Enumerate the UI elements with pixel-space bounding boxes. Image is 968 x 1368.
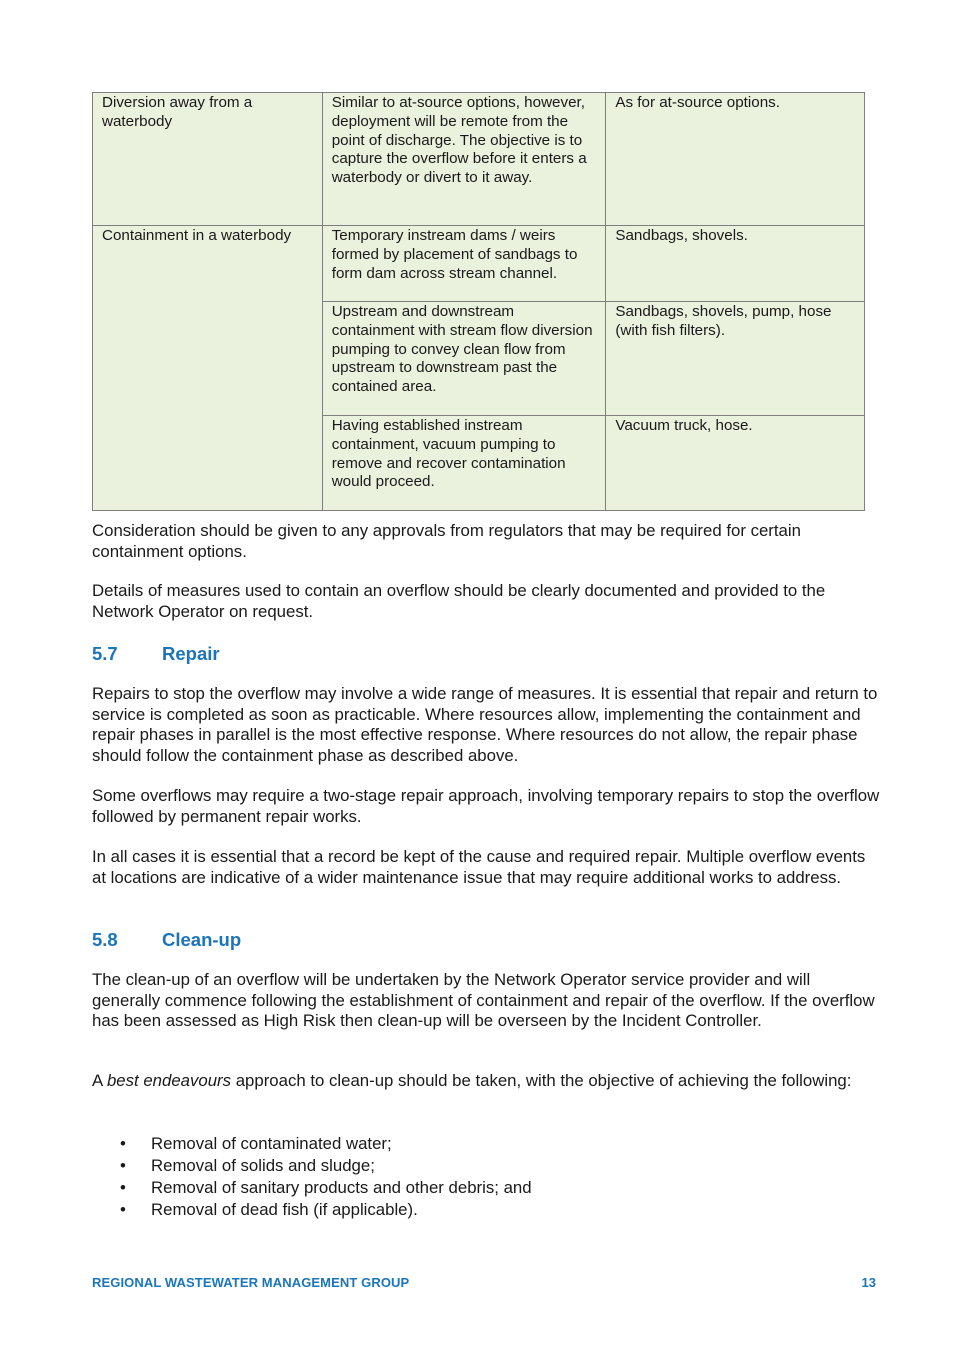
list-item xyxy=(92,1177,532,1199)
list-item-text: Removal of contaminated water; xyxy=(151,1134,392,1153)
cleanup-text-rest: approach to clean-up should be taken, with the objective of achieving the following: xyxy=(231,1071,852,1090)
list-item xyxy=(92,1199,532,1221)
bullet-icon: • xyxy=(120,1200,126,1219)
list-item-text: Removal of solids and sludge; xyxy=(151,1156,375,1175)
section-number: 5.7 xyxy=(92,643,118,664)
section-title: Clean-up xyxy=(162,929,242,950)
cleanup-paragraph-2 xyxy=(92,1071,882,1092)
cleanup-paragraph-1: The clean-up of an overflow will be undertaken by the Network Operator service provider and will generally commence following the establishment of containment and repair of the overflow. If the overflow has been assessed as High Risk then clean-up will be overseen by the Incident Controller. xyxy=(92,970,875,1030)
method-cell: Diversion away from a waterbody xyxy=(93,93,323,226)
description-cell: Temporary instream dams / weirs formed by placement of sandbags to form dam across stream channel. xyxy=(322,226,606,302)
section-title: Repair xyxy=(162,643,220,664)
containment-options-table xyxy=(92,92,865,511)
equipment-cell: Sandbags, shovels. xyxy=(606,226,865,302)
emphasis-text: best endeavours xyxy=(106,1071,232,1090)
repair-paragraph-2: Some overflows may require a two-stage repair approach, involving temporary repairs to stop the overflow followed by permanent repair works. xyxy=(92,786,880,826)
table-row xyxy=(93,226,865,302)
footer-organization: REGIONAL WASTEWATER MANAGEMENT GROUP xyxy=(92,1275,410,1290)
repair-paragraph-3: In all cases it is essential that a record be kept of the cause and required repair. Multiple overflow events at locations are indicative of a wider maintenance issue that may require additional works to address. xyxy=(92,847,866,887)
section-heading-cleanup xyxy=(92,929,241,951)
list-item xyxy=(92,1155,532,1177)
details-paragraph: Details of measures used to contain an overflow should be clearly documented and provided to the Network Operator on request. xyxy=(92,581,826,621)
description-cell: Having established instream containment, vacuum pumping to remove and recover contamination would proceed. xyxy=(322,416,606,511)
list-item-text: Removal of dead fish (if applicable). xyxy=(151,1200,418,1219)
page-number: 13 xyxy=(861,1275,876,1290)
description-cell: Similar to at-source options, however, deployment will be remote from the point of discharge. The objective is to capture the overflow before it enters a waterbody or divert to it away. xyxy=(322,93,606,226)
list-item-text: Removal of sanitary products and other debris; and xyxy=(151,1178,532,1197)
repair-paragraph-1: Repairs to stop the overflow may involve a wide range of measures. It is essential that repair and return to service is completed as soon as practicable. Where resources allow, implementing the containment and repair phases in parallel is the most effective response. Where resources do not allow, the repair phase should follow the containment phase as described above. xyxy=(92,684,878,765)
approvals-paragraph: Consideration should be given to any approvals from regulators that may be required for certain containment options. xyxy=(92,521,801,561)
table-row xyxy=(93,93,865,226)
description-cell: Upstream and downstream containment with stream flow diversion pumping to convey clean flow from upstream to downstream past the contained area. xyxy=(322,302,606,416)
equipment-cell: Vacuum truck, hose. xyxy=(606,416,865,511)
bullet-icon: • xyxy=(120,1178,126,1197)
cleanup-objectives-list xyxy=(92,1133,532,1221)
bullet-icon: • xyxy=(120,1134,126,1153)
method-cell: Containment in a waterbody xyxy=(93,226,323,511)
section-number: 5.8 xyxy=(92,929,118,950)
equipment-cell: Sandbags, shovels, pump, hose (with fish filters). xyxy=(606,302,865,416)
bullet-icon: • xyxy=(120,1156,126,1175)
section-heading-repair xyxy=(92,643,220,665)
equipment-cell: As for at-source options. xyxy=(606,93,865,226)
cleanup-text-lead: A xyxy=(92,1071,107,1090)
list-item xyxy=(92,1133,532,1155)
